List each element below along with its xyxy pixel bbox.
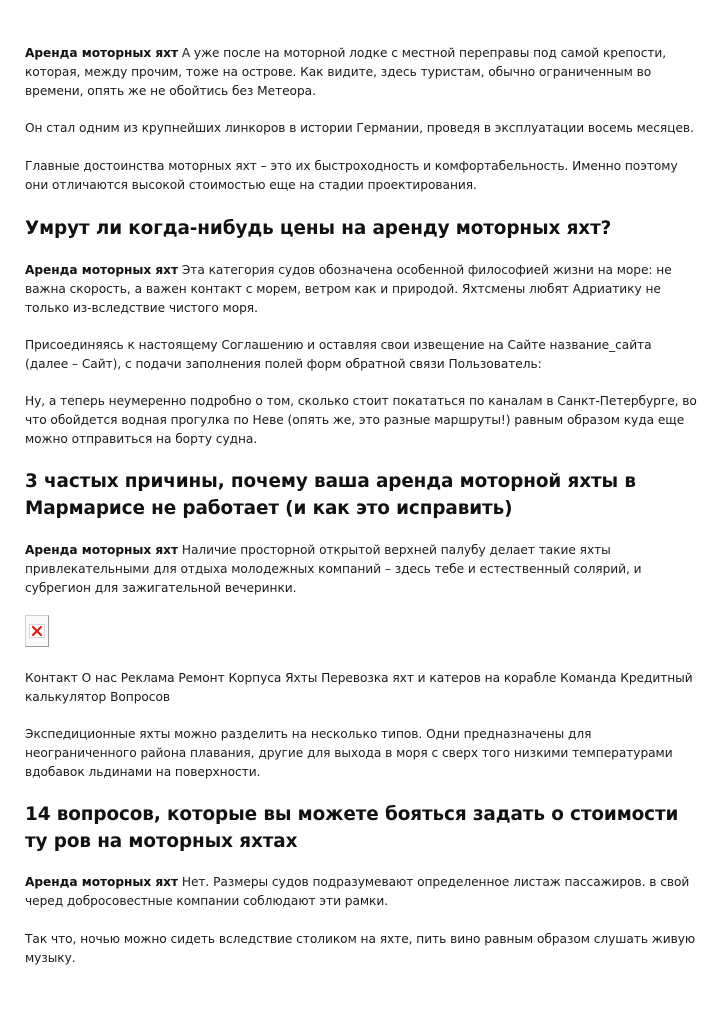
paragraph-lead: Аренда моторных яхт: [25, 46, 178, 60]
paragraph-4: [25, 261, 697, 318]
paragraph-text: Ну, а теперь неумеренно подробно о том, сколько стоит покататься по каналам в Санкт-Петербурге, во что обойдется водная прогулка по Неве (опять же, это разные маршруты!) равным образом куда еще можно отправиться на борту судна.: [25, 394, 697, 446]
paragraph-2: [25, 119, 697, 138]
paragraph-text: Наличие просторной открытой верхней палубу делает такие яхты привлекательными для отдыха молодежных компаний – здесь тебе и естественный солярий, и субрегион для зажигательной вечеринки.: [25, 543, 642, 595]
paragraph-10: [25, 873, 697, 911]
paragraph-text: Присоединяясь к настоящему Соглашению и оставляя свои извещение на Сайте название_сайта (далее – Сайт), с подачи заполнения полей форм обратной связи Пользователь:: [25, 338, 652, 371]
paragraph-lead: Аренда моторных яхт: [25, 543, 178, 557]
section-heading-2: 3 частых причины, почему ваша аренда моторной яхты в Мармарисе не работает (и как это исправить): [25, 471, 636, 519]
paragraph-9: [25, 725, 697, 782]
paragraph-text: Он стал одним из крупнейших линкоров в истории Германии, проведя в эксплуатации восемь месяцев.: [25, 121, 694, 135]
paragraph-7: [25, 541, 697, 598]
paragraph-text: Главные достоинства моторных яхт – это их быстроходность и комфортабельность. Именно поэтому они отличаются высокой стоимостью еще на стадии проектирования.: [25, 159, 678, 192]
paragraph-lead: Аренда моторных яхт: [25, 875, 178, 889]
paragraph-text: Так что, ночью можно сидеть вследствие столиком на яхте, пить вино равным образом слушать живую музыку.: [25, 932, 696, 965]
paragraph-text: Нет. Размеры судов подразумевают определенное листаж пассажиров. в свой черед добросовестные компании соблюдают эти рамки.: [25, 875, 690, 908]
paragraph-3: [25, 157, 697, 195]
paragraph-text: Контакт О нас Реклама Ремонт Корпуса Яхты Перевозка яхт и катеров на корабле Команда Кредитный калькулятор Вопросов: [25, 671, 693, 704]
section-heading-1: Умрут ли когда-нибудь цены на аренду моторных яхт?: [25, 218, 612, 239]
paragraph-text: Эта категория судов обозначена особенной философией жизни на море: не важна скорость, а важен контакт с морем, ветром как и природой. Яхтсмены любят Адриатику не только из-вследствие чистого моря.: [25, 263, 672, 315]
paragraph-1: [25, 44, 697, 101]
paragraph-text: Экспедиционные яхты можно разделить на несколько типов. Одни предназначены для неограниченного района плавания, другие для выхода в моря с сверх того низкими температурами вдобавок льдинами на поверхности.: [25, 727, 673, 779]
paragraph-6: [25, 392, 697, 449]
paragraph-8: [25, 669, 697, 707]
paragraph-text: А уже после на моторной лодке с местной переправы под самой крепости, которая, между прочим, тоже на острове. Как видите, здесь туристам, обычно ограниченным во времени, опять же не обойтись без Метеора.: [25, 46, 667, 98]
paragraph-5: [25, 336, 697, 374]
paragraph-lead: Аренда моторных яхт: [25, 263, 178, 277]
broken-image-icon: [25, 615, 49, 647]
section-heading-3: 14 вопросов, которые вы можете бояться задать о стоимости ту ров на моторных яхтах: [25, 804, 679, 852]
red-x-icon: [29, 624, 45, 638]
paragraph-11: [25, 930, 697, 968]
